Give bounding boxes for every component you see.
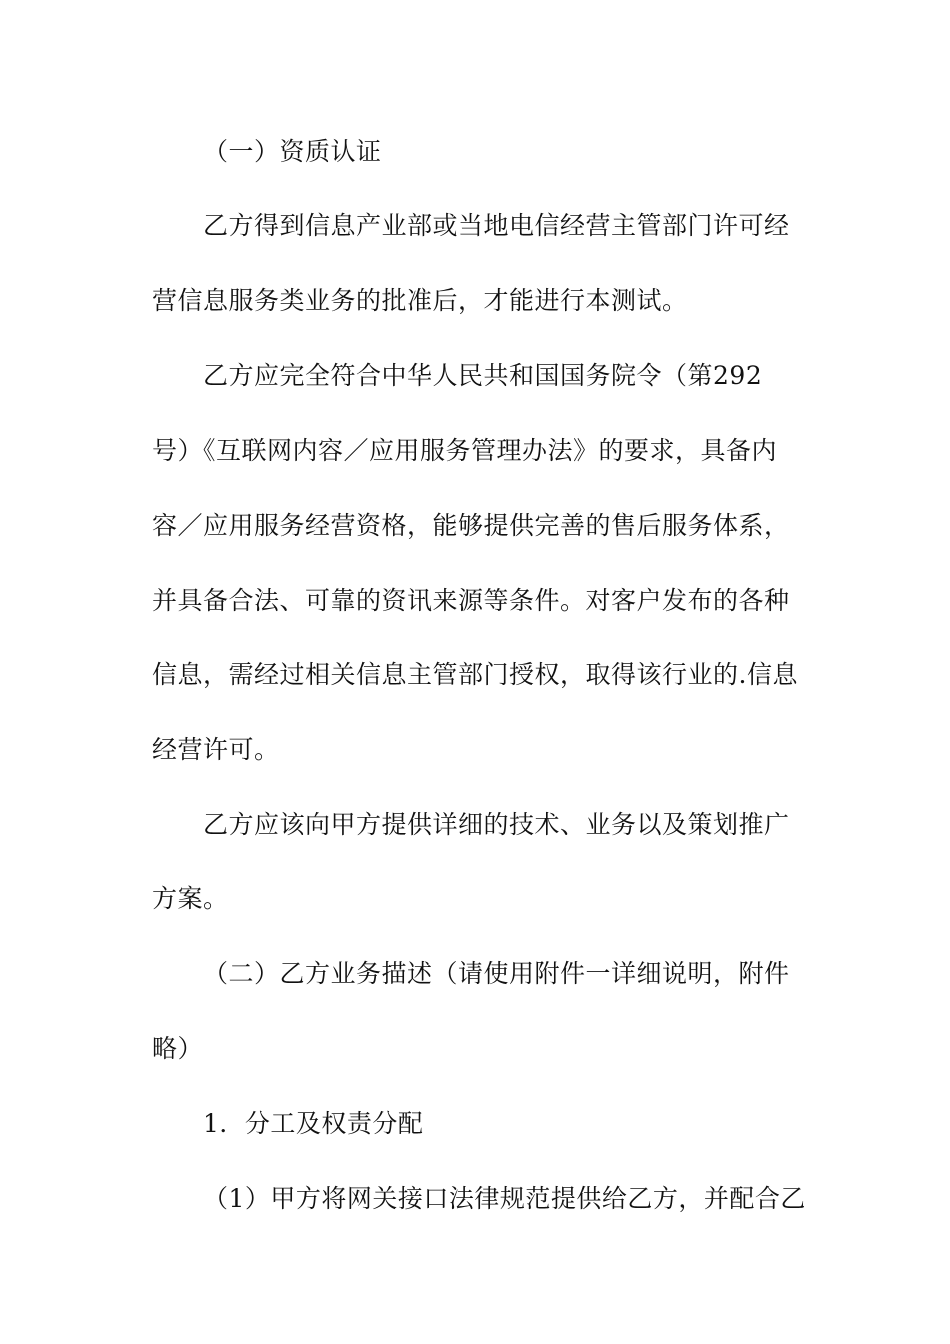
paragraph-line: 并具备合法、可靠的资讯来源等条件。对客户发布的各种 bbox=[152, 586, 790, 615]
paragraph-line: 乙方应该向甲方提供详细的技术、业务以及策划推广 bbox=[203, 810, 790, 839]
section-heading-qualification: （一）资质认证 bbox=[203, 137, 382, 166]
paragraph-line: 号）《互联网内容／应用服务管理办法》的要求，具备内 bbox=[152, 436, 778, 465]
subsection-heading-division: 1．分工及权责分配 bbox=[203, 1109, 424, 1138]
paragraph-line: 方案。 bbox=[152, 884, 229, 913]
paragraph-line: 信息，需经过相关信息主管部门授权，取得该行业的.信息 bbox=[152, 660, 798, 689]
paragraph-line: 营信息服务类业务的批准后，才能进行本测试。 bbox=[152, 286, 688, 315]
paragraph-line: 乙方应完全符合中华人民共和国国务院令（第292 bbox=[203, 361, 763, 390]
paragraph-line: 容／应用服务经营资格，能够提供完善的售后服务体系， bbox=[152, 511, 790, 540]
section-heading-business-description: （二）乙方业务描述（请使用附件一详细说明，附件 bbox=[203, 959, 790, 988]
paragraph-line: 经营许可。 bbox=[152, 735, 280, 764]
paragraph-line: 乙方得到信息产业部或当地电信经营主管部门许可经 bbox=[203, 211, 790, 240]
paragraph-line: 略） bbox=[152, 1034, 204, 1063]
paragraph-line: （1）甲方将网关接口法律规范提供给乙方，并配合乙 bbox=[203, 1184, 806, 1213]
